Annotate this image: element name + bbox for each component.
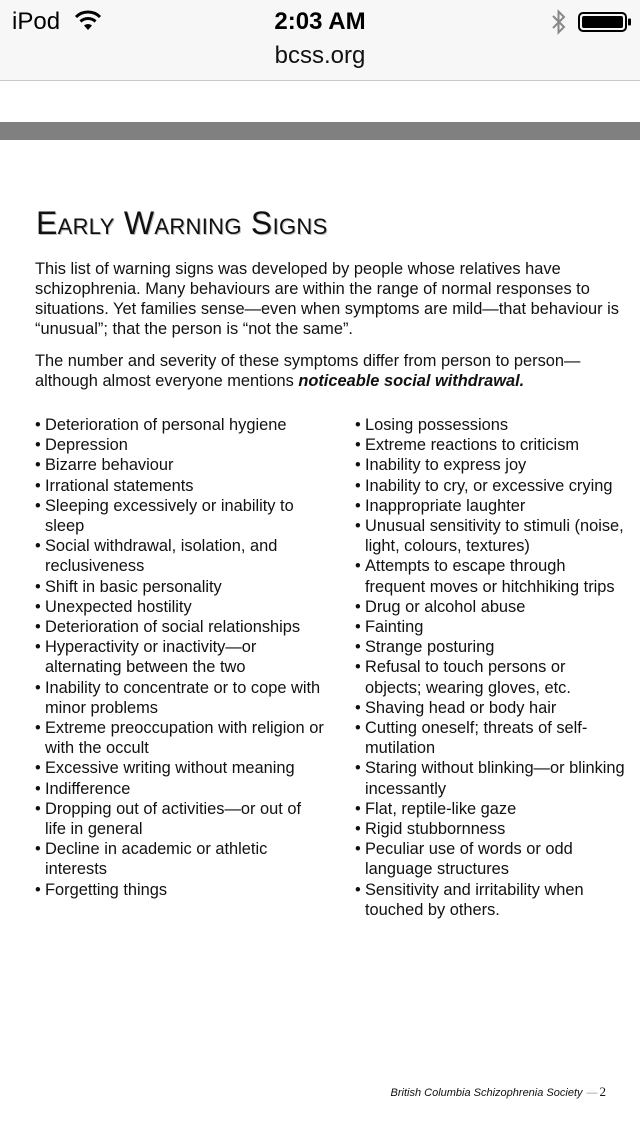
list-item: [355, 556, 625, 596]
list-item-text: Fainting: [365, 618, 424, 637]
list-item-text: Refusal to touch persons or objects; wearing gloves, etc.: [365, 658, 571, 697]
list-item: [355, 718, 625, 758]
list-item-text: Irrational statements: [45, 476, 194, 495]
bullet: •: [35, 799, 41, 818]
list-item: [35, 496, 325, 536]
bullet: •: [355, 597, 361, 616]
list-item-text: Strange posturing: [365, 638, 495, 657]
warning-signs-right-list: [355, 415, 625, 920]
page-footer: [391, 1084, 606, 1100]
list-item-text: Losing possessions: [365, 416, 509, 434]
list-item-text: Inappropriate laughter: [365, 496, 526, 515]
bullet: •: [355, 638, 361, 657]
bullet: •: [355, 759, 361, 778]
list-item-text: Unexpected hostility: [45, 597, 192, 616]
bullet: •: [355, 880, 361, 899]
list-item-text: Deterioration of social relationships: [45, 618, 301, 637]
list-item-text: Unusual sensitivity to stimuli (noise, light, colours, textures): [365, 517, 624, 556]
list-item: [35, 779, 325, 799]
severity-paragraph: [35, 351, 620, 391]
bullet: •: [355, 719, 361, 738]
severity-lead-text: The number and severity of these symptoms differ from person to person—although almost everyone mentions: [35, 352, 581, 390]
bullet: •: [35, 476, 41, 495]
page-title: Early Warning Signs: [36, 205, 328, 241]
bullet: •: [35, 577, 41, 596]
list-item: [355, 758, 625, 798]
bullet: •: [35, 416, 41, 434]
list-item: [355, 657, 625, 697]
list-item-text: Extreme preoccupation with religion or with the occult: [45, 719, 324, 758]
bullet: •: [355, 840, 361, 859]
footer-org: British Columbia Schizophrenia Society: [390, 1087, 583, 1099]
page-header-band: [0, 122, 640, 140]
bullet: •: [355, 456, 361, 475]
list-item: [355, 617, 625, 637]
bullet: •: [35, 618, 41, 637]
bullet: •: [35, 537, 41, 556]
list-item: [355, 597, 625, 617]
bullet: •: [35, 496, 41, 515]
bullet: •: [355, 436, 361, 455]
list-item: [355, 476, 625, 496]
list-item-text: Dropping out of activities—or out of life in general: [45, 799, 302, 839]
bullet: •: [35, 638, 41, 657]
browser-top-bar: [0, 0, 640, 81]
bullet: •: [355, 658, 361, 677]
list-item: [355, 435, 625, 455]
list-item-text: Cutting oneself; threats of self-mutilation: [365, 719, 588, 758]
list-item-text: Peculiar use of words or odd language structures: [365, 840, 573, 879]
list-item: [35, 678, 325, 718]
list-item-text: Extreme reactions to criticism: [365, 436, 580, 455]
list-item-text: Shaving head or body hair: [365, 698, 557, 717]
list-item: [35, 455, 325, 475]
list-item: [355, 799, 625, 819]
list-item: [35, 758, 325, 778]
list-item-text: Attempts to escape through frequent moves or hitchhiking trips: [365, 557, 615, 596]
list-item: [35, 718, 325, 758]
carrier-label: iPod: [12, 8, 61, 35]
status-time: 2:03 AM: [274, 8, 366, 35]
list-item-text: Flat, reptile-like gaze: [365, 799, 517, 818]
list-item: [35, 536, 325, 576]
bullet: •: [35, 678, 41, 697]
list-item-text: Rigid stubbornness: [365, 820, 506, 839]
list-item-text: Decline in academic or athletic interests: [45, 840, 268, 879]
list-item-text: Inability to cry, or excessive crying: [365, 476, 613, 495]
bullet: •: [355, 517, 361, 536]
list-item: [35, 637, 325, 677]
list-item: [355, 698, 625, 718]
list-item-text: Indifference: [45, 779, 131, 798]
list-item-text: Excessive writing without meaning: [45, 759, 295, 778]
list-item: [35, 597, 325, 617]
list-item: [355, 880, 625, 920]
list-item: [35, 476, 325, 496]
list-item: [355, 839, 625, 879]
bullet: •: [35, 779, 41, 798]
warning-signs-left-list: [35, 415, 325, 900]
bullet: •: [355, 820, 361, 839]
bullet: •: [35, 436, 41, 455]
list-item: [355, 496, 625, 516]
bullet: •: [355, 799, 361, 818]
list-item-text: Staring without blinking—or blinking incessantly: [365, 759, 625, 798]
list-item-text: Shift in basic personality: [45, 577, 222, 596]
list-item: [35, 839, 325, 879]
list-item: [35, 435, 325, 455]
list-item-text: Sensitivity and irritability when touched by others.: [365, 880, 584, 919]
list-item: [355, 455, 625, 475]
bullet: •: [355, 496, 361, 515]
bluetooth-icon: [550, 8, 568, 36]
intro-paragraph: This list of warning signs was developed by people whose relatives have schizophrenia. Many behaviours are within the range of normal responses to situations. Yet families sense—even when symptoms are mild—that behaviour is “unusual”; that the person is “not the same”.: [35, 260, 619, 338]
list-item-text: Drug or alcohol abuse: [365, 597, 526, 616]
list-item-text: Social withdrawal, isolation, and reclusiveness: [45, 537, 278, 576]
list-item: [355, 516, 625, 556]
list-item-text: Deterioration of personal hygiene: [45, 416, 287, 434]
list-item-text: Inability to express joy: [365, 456, 527, 475]
bullet: •: [35, 880, 41, 899]
severity-emphasis: noticeable social withdrawal.: [298, 372, 525, 390]
bullet: •: [35, 456, 41, 475]
bullet: •: [35, 597, 41, 616]
bullet: •: [35, 840, 41, 859]
bullet: •: [355, 698, 361, 717]
bullet: •: [35, 719, 41, 738]
address-bar-url[interactable]: bcss.org: [274, 42, 366, 69]
list-item: [35, 799, 325, 839]
list-item: [355, 637, 625, 657]
list-item-text: Sleeping excessively or inability to sleep: [45, 496, 294, 536]
list-item: [35, 617, 325, 637]
list-item: [35, 880, 325, 900]
list-item-text: Hyperactivity or inactivity—or alternating between the two: [45, 638, 257, 677]
battery-icon: [578, 12, 632, 32]
list-item: [355, 415, 625, 435]
list-item: [35, 577, 325, 597]
list-item: [355, 819, 625, 839]
bullet: •: [355, 618, 361, 637]
page-number: 2: [599, 1084, 606, 1099]
footer-dash: —: [586, 1087, 598, 1099]
list-item-text: Depression: [45, 436, 128, 455]
bullet: •: [355, 557, 361, 576]
list-item: [35, 415, 325, 435]
list-item-text: Bizarre behaviour: [45, 456, 174, 475]
bullet: •: [35, 759, 41, 778]
list-item-text: Inability to concentrate or to cope with minor problems: [45, 678, 321, 717]
bullet: •: [355, 476, 361, 495]
list-item-text: Forgetting things: [45, 880, 168, 899]
bullet: •: [355, 416, 361, 434]
